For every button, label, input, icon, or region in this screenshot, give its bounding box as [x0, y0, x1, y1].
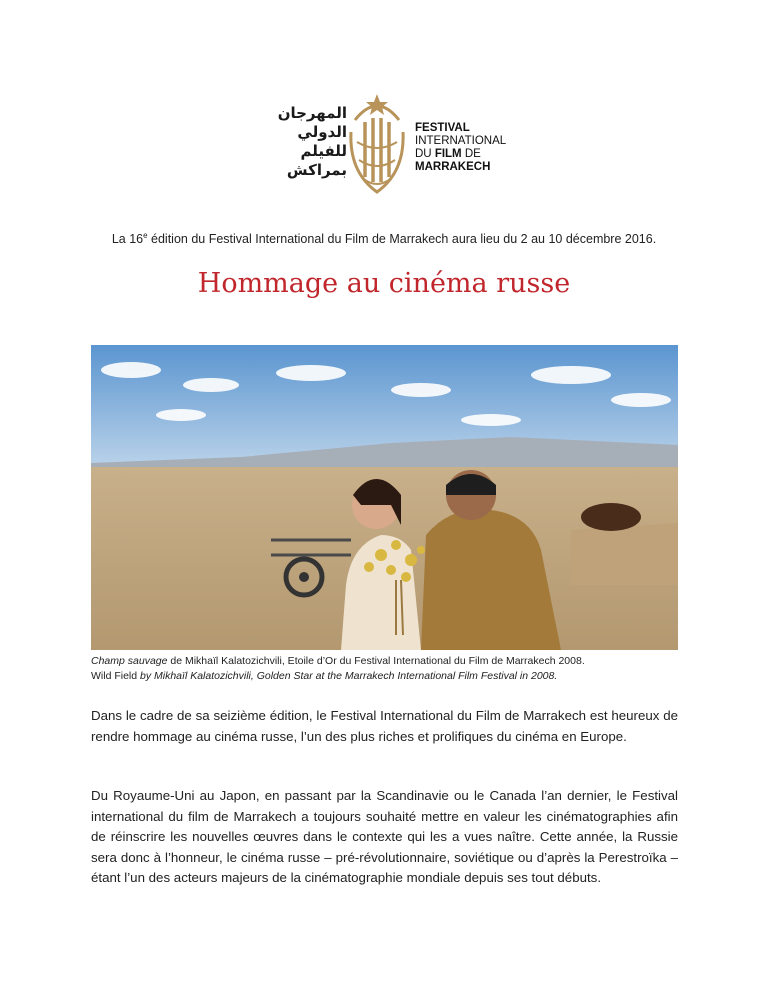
logo-arabic-line: للفيلم — [300, 142, 347, 160]
caption-film-title: Champ sauvage — [91, 655, 168, 667]
page-title: Hommage au cinéma russe — [197, 268, 571, 299]
edition-notice — [0, 231, 768, 246]
paragraph-body: Du Royaume-Uni au Japon, en passant par la Scandinavie ou le Canada l’an dernier, le Festival international du film de Marrakech a toujours souhaité mettre en valeur les cinématographies afin de réinscrire les nouvelles œuvres dans le contexte qui les a vues naître. Cette année, la Russie sera donc à l’honneur, le cinéma russe – pré-révolutionnaire, soviétique ou d’après la Perestroïka – étant l’un des acteurs majeurs de la cinématographie mondiale depuis ses tout débuts. — [91, 788, 678, 885]
logo-line-international: INTERNATIONAL — [415, 135, 507, 147]
edition-sup: e — [143, 231, 148, 240]
logo-du: DU — [415, 148, 435, 160]
logo-line-du-film-de — [415, 148, 506, 161]
caption-french — [91, 654, 691, 669]
logo-film: FILM — [434, 148, 462, 160]
logo-arabic-line: الدولي — [297, 123, 347, 141]
caption-film-title-en: Wild Field — [91, 670, 138, 682]
logo-arabic-line: المهرجان — [277, 104, 347, 122]
edition-prefix: La 16 — [111, 232, 144, 247]
logo-line-festival: FESTIVAL — [415, 122, 470, 134]
caption-english-rest: by Mikhaïl Kalatozichvili, Golden Star at the Marrakech International Film Festival in 2008. — [137, 670, 558, 682]
edition-suffix: édition du Festival International du Film de Marrakech aura lieu du 2 au 10 décembre 2016. — [147, 232, 657, 247]
logo-line-marrakech: MARRAKECH — [415, 161, 491, 173]
logo-latin-text — [415, 122, 506, 174]
star-emblem-icon — [347, 92, 407, 202]
logo-arabic-text — [255, 104, 347, 180]
caption-french-rest: de Mikhaïl Kalatozichvili, Etoile d’Or du Festival International du Film de Marrakech 2008. — [167, 655, 585, 667]
logo-de: DE — [461, 148, 481, 160]
film-still-illustration — [91, 345, 678, 650]
film-still-image — [91, 345, 678, 650]
paragraph-intro: Dans le cadre de sa seizième édition, le Festival International du Film de Marrakech est heureux de rendre hommage au cinéma russe, l’un des plus riches et prolifiques du cinéma en Europe. — [91, 708, 678, 744]
image-caption — [91, 654, 691, 684]
festival-logo — [255, 92, 525, 202]
caption-english — [91, 669, 691, 684]
logo-arabic-line: بمراكش — [286, 161, 347, 179]
